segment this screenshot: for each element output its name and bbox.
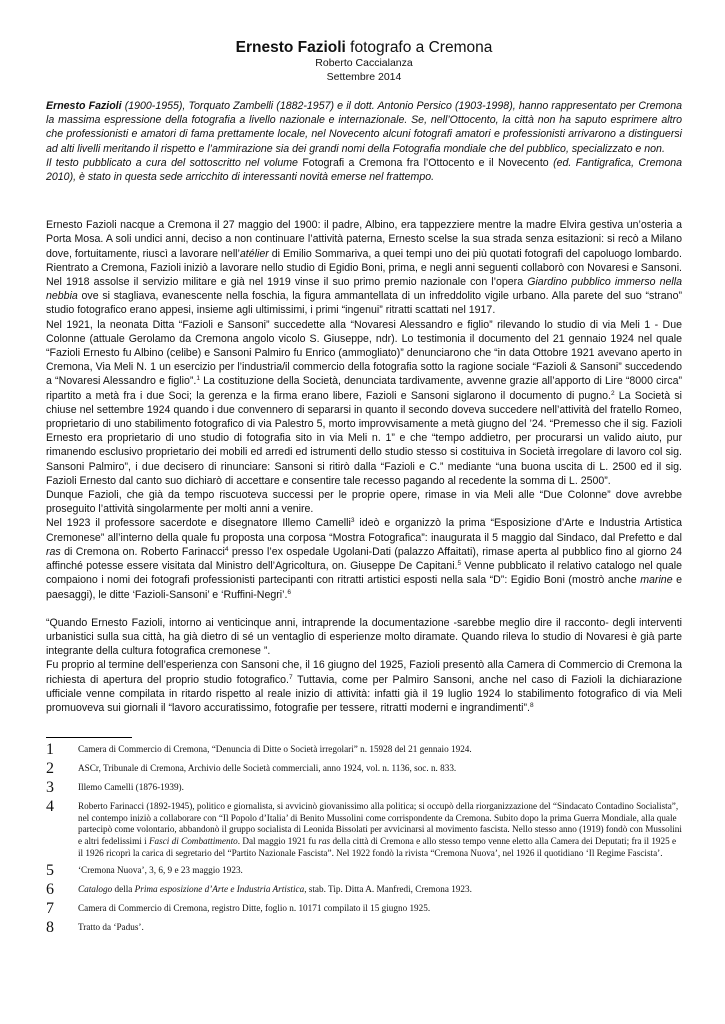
footnote-number: 6 [46,881,54,899]
paragraph: Nel 1923 il professore sacerdote e disegnatore Illemo Camelli$^3$ ideò e organizzò la prima “Esposizione d’Arte e Industria Artistica Cremonese” all’interno della quale fu proposta una corposa “Mostra Fotografica”: inaugurata il 5 maggio dal Sindaco, dal Prefetto e dal ras di Cremona on. Roberto Farinacci$^4$ presso l’ex ospedale Ugolani-Dati (palazzo Affaitati), rimase aperta al pubblico fino al giorno 24 affinché potesse essere visitata dal Ministro dell’Agricoltura, on. Giuseppe De Capitani.$^5$ Venne pubblicato il relativo catalogo nel quale compaiono i nomi dei fotografi professionisti partecipanti con ritratti artistici esposti nella sala “D”: Egidio Boni (mostrò anche marine e paesaggi), le ditte ‘Fazioli-Sansoni’ e ‘Ruffini-Negri’.$^6$ [46,517,682,601]
abstract-paragraph [46,99,682,156]
footnote [46,901,682,916]
footnote-text: Camera di Commercio di Cremona, registro Ditte, foglio n. 10171 compilato il 15 giugno 1925. [78,903,431,914]
footnote-text: Camera di Commercio di Cremona, “Denuncia di Ditte o Società irregolari” n. 15928 del 21 gennaio 1924. [78,744,472,755]
abstract-name: Ernesto Fazioli [46,100,122,112]
footnote-text: ‘Cremona Nuova’, 3, 6, 9 e 23 maggio 1923. [78,865,243,876]
paragraph: Dunque Fazioli, che già da tempo riscuoteva successi per le proprie opere, rimase in via Meli alle “Due Colonne” dove avrebbe proseguito l’attività singolarmente per molti anni a venire. [46,489,682,516]
title-name: Ernesto Fazioli [235,39,346,56]
footnote [46,799,682,859]
document-page [46,38,682,939]
footnote [46,882,682,897]
artwork-title: Giardino pubblico immerso nella nebbia [46,276,682,303]
paragraph: Ernesto Fazioli nacque a Cremona il 27 maggio del 1900: il padre, Albino, era tappezziere mentre la madre Elvira gestiva un’osteria a Porta Mosa. A soli undici anni, deciso a non continuare l’attività paterna, Ernesto scelse la sua strada senza esitazioni: si recò a Milano dove, fortuitamente, riuscì a lavorare nell’atélier di Emilio Sommariva, a quei tempi uno dei più quotati fotografi del capoluogo lombardo. Rientrato a Cremona, Fazioli iniziò a lavorare nello studio di Egidio Boni, prima, e negli anni seguenti collaborò con Novaresi e Sansoni. Nel 1918 assolse il servizio militare e già nel 1919 vinse il suo primo premio nazionale con l’opera Giardino pubblico immerso nella nebbia ove si stagliava, evanescente nella foschia, la figura ammantellata di un infreddolito vigile urbano. Alla parete del suo “strano” studio fotografico erano appesi, insieme agli ultimissimi, i primi “ingenui” ritratti scattati nel 1917. [46,219,682,317]
footnote-divider [46,737,132,738]
abstract-text: (ed. Fantigrafica, Cremona 2010), è stato in questa sede arricchito di interessanti novità emerse nel frattempo. [46,156,682,184]
abstract-text: Il testo pubblicato a cura del sottoscritto nel volume [46,156,303,169]
footnote [46,761,682,776]
date: Settembre 2014 [326,70,402,83]
abstract-text: (1900-1955), Torquato Zambelli (1882-1957) e il dott. Antonio Persico (1903-1998), hanno rappresentato per Cremona la massima espressione della fotografia a livello nazionale e internazionale. Se, nell’Ottocento, la città non ha saputo esprimere altro che professionisti e amatori di fama prettamente locale, nel Novecento alcuni fotografi amatori e professionisti arrivarono a distinguersi ad alti livelli meritando il rispetto e l’ammirazione sia dei grandi nomi della Fotografia mondiale che del pubblico, specializzato e non. [46,100,682,155]
title-rest: fotografo a Cremona [345,39,493,56]
footnote-ref[interactable]: 7 [288,673,293,681]
document-header [46,38,682,84]
footnote-ref[interactable]: 6 [287,588,292,596]
footnote-ref[interactable]: 3 [350,517,355,525]
abstract-paragraph [46,156,682,184]
abstract [46,99,682,184]
footnote-text: Illemo Camelli (1876-1939). [78,782,184,793]
footnote-ref[interactable]: 2 [610,389,615,397]
footnote-text: Tratto da ‘Padus’. [78,922,144,933]
body-text [46,218,682,715]
footnote [46,780,682,795]
footnote-text: Roberto Farinacci (1892-1945), politico e giornalista, si avvicinò giovanissimo alla politica; si occupò della riorganizzazione del “Sindacato Contadino Socialista”, nel contempo iniziò a collaborare con “Il Popolo d’Italia’ di Benito Mussolini come corrispondente da Cremona. Subito dopo la prima Guerra Mondiale, alla quale partecipò come volontario, abbandonò il gruppo socialista di Leonida Bissolati per avvicinarsi al movimento fascista. Nello stesso anno (1919) fondò con Mussolini e altri fedelissimi i Fasci di Combattimento. Dal maggio 1921 fu ras della città di Cremona e allo stesso tempo venne eletto alla Camera dei Deputati; fra il 1925 e il 1926 ricoprì la carica di segretario del “Partito Nazionale Fascista”. Nel 1922 fondò la rivista “Cremona Nuova’, nel 1926 il quotidiano ‘Il Regime Fascista’. [78,801,682,858]
footnote-text: ASCr, Tribunale di Cremona, Archivio delle Società commerciali, anno 1924, vol. n. 1136, soc. n. 833. [78,763,457,774]
footnote [46,920,682,935]
footnote-number: 3 [46,779,54,797]
footnote-text: Catalogo della Prima esposizione d’Arte e Industria Artistica, stab. Tip. Ditta A. Manfredi, Cremona 1923. [78,884,472,895]
document-title [46,38,682,57]
paragraph: “Quando Ernesto Fazioli, intorno ai venticinque anni, intraprende la documentazione -sarebbe meglio dire il racconto- degli interventi urbanistici sulla sua città, ha già dietro di sé un ventaglio di esperienze molto diramate. Quando rileva lo studio di Novaresi è già parte integrante della cultura fotografica cremonese ”. [46,616,682,658]
footnote-ref[interactable]: 4 [224,545,229,553]
book-title: Fotografi a Cremona fra l’Ottocento e il Novecento [302,156,549,169]
footnote [46,863,682,878]
footnote-ref[interactable]: 5 [457,560,462,568]
footnote [46,742,682,757]
footnote-ref[interactable]: 1 [196,375,200,383]
footnote-number: 8 [46,919,54,937]
footnote-ref[interactable]: 8 [530,701,534,709]
paragraph: Nel 1921, la neonata Ditta “Fazioli e Sansoni” succedette alla “Novaresi Alessandro e figlio” rilevando lo studio di via Meli 1 - Due Colonne (attuale Gerolamo da Cremona angolo vicolo S. Giuseppe, ndr). Lo testimonia il documento del 21 gennaio 1924 nel quale “Fazioli Ernesto fu Albino (celibe) e Sansoni Palmiro fu Enrico (ammogliato)” denunciarono che “in data Ottobre 1921 avevano aperto in Cremona, Via Meli N. 1 un esercizio per l’industria/il commercio della fotografia sotto la ragione sociale “Fazioli & Sansoni” succedendo a “Novaresi Alessandro e figlio”.$^1$ La costituzione della Società, denunciata tardivamente, avvenne grazie all’apporto di Lire “8000 circa” ripartito a metà fra i due Soci; la gerenza e la firma erano libere, Fazioli e Sansoni siglarono il documento di pugno.$^2$ La Società si chiuse nel settembre 1924 quando i due convennero di separarsi in quanto il secondo doveva succedere nell’attività del fratello Romeo, proprietario di uno stabilimento fotografico di via Palestro 5, morto improvvisamente a metà giugno del ’24. “Premesso che il sig. Fazioli Ernesto era proprietario di uno studio di fotografia sito in via Meli n. 1” e che “tempo addietro, per procurarsi un valido aiuto, pur rimanendo esclusivo proprietario dei mobili ed arredi ed istrumenti dello studio stesso si costituiva in Società irregolare di lavoro col sig. Sansoni Palmiro”, i due decisero di rinunciare: Sansoni si ritirò dalla “Fazioli e C.” mediante “una buona uscita di L. 2500 ed il sig. Fazioli Ernesto dal canto suo dichiarò di accettare e consentire tale recesso pagando al recedente la somma di L. 2500”. [46,318,682,487]
paragraph: Fu proprio al termine dell’esperienza con Sansoni che, il 16 giugno del 1925, Fazioli presentò alla Camera di Commercio di Cremona la richiesta di apertura del proprio studio fotografico.$^7$ Tuttavia, come per Palmiro Sansoni, anche nel caso di Fazioli la dichiarazione ufficiale venne compilata in ritardo rispetto al reale inizio di attività: infatti già il 19 luglio 1924 lo stabilimento fotografico di via Meli promuoveva sui giornali il “lavoro accuratissimo, fotografie per tessere, ritratti moderni e ingrandimenti”.$^8$ [46,659,682,714]
footnote-number: 5 [46,862,54,880]
footnote-number: 1 [46,741,54,759]
footnote-number: 4 [46,798,54,816]
footnote-number: 7 [46,900,54,918]
footnote-number: 2 [46,760,54,778]
footnotes [46,742,682,935]
author: Roberto Caccialanza [315,57,413,69]
